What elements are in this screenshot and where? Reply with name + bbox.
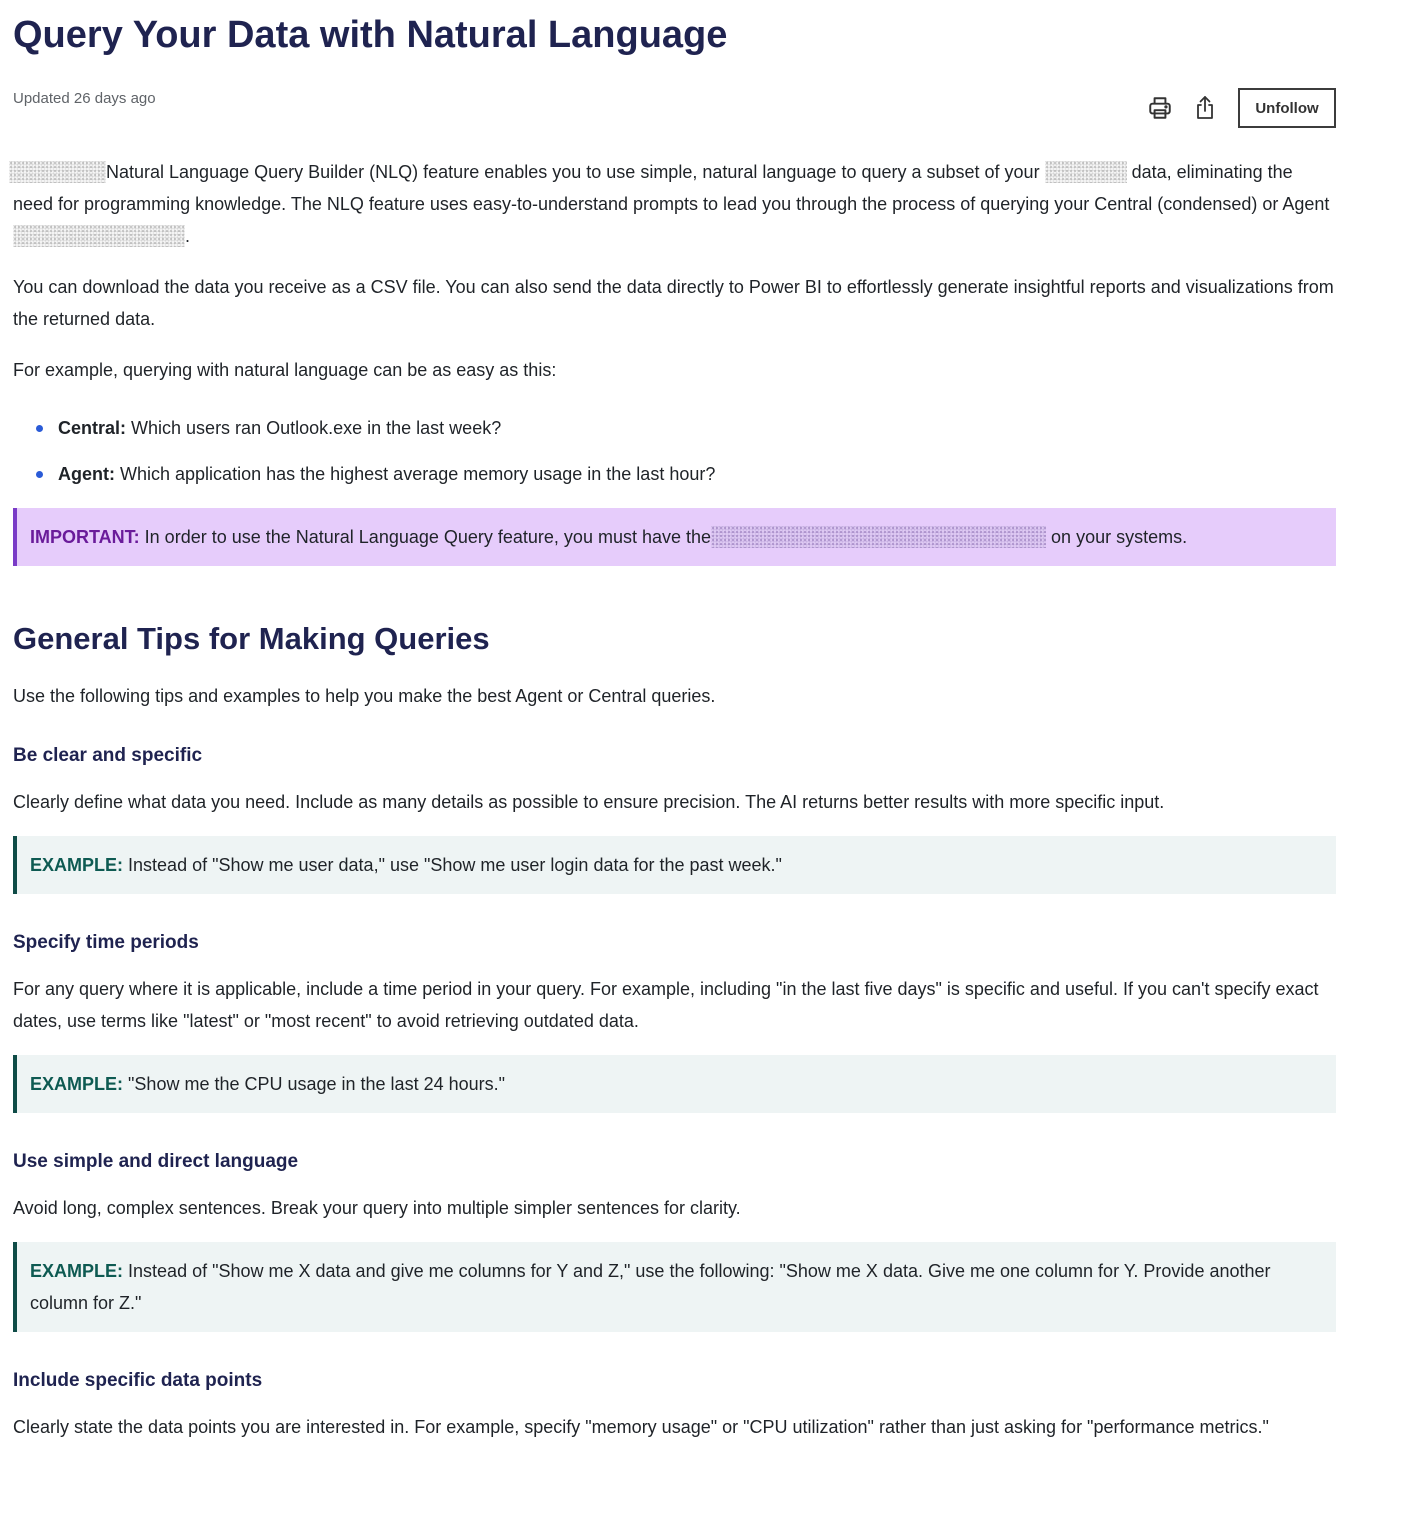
article-body (13, 154, 1336, 1443)
example-label: EXAMPLE: (30, 1261, 124, 1281)
example-callout: EXAMPLE: Instead of "Show me X data and give me columns for Y and Z," use the following: "Show me X data. Give me one column for Y. Provide another column for Z." (13, 1242, 1336, 1332)
redacted-text (9, 161, 106, 183)
example-callout: EXAMPLE: Instead of "Show me user data," use "Show me user login data for the past week." (13, 836, 1336, 894)
page-title: Query Your Data with Natural Language (13, 14, 728, 56)
article-actions (1142, 88, 1336, 128)
updated-timestamp: Updated 26 days ago (13, 90, 156, 107)
bullet-icon (36, 425, 43, 432)
redacted-text (711, 526, 1046, 548)
example-label: EXAMPLE: (30, 855, 124, 875)
redacted-text (13, 225, 185, 247)
tip-body: Clearly state the data points you are interested in. For example, specify "memory usage" or "CPU utilization" rather than just asking for "performance metrics." (13, 1417, 1269, 1437)
example-list (13, 412, 1336, 490)
intro-paragraph: Natural Language Query Builder (NLQ) feature enables you to use simple, natural language to query a subset of your data, eliminating the need for programming knowledge. The NLQ feature uses easy-to-understand prompts to lead you through the process of querying your Central (condensed) or Agent . (13, 156, 1336, 252)
tip-heading: Specify time periods (13, 932, 199, 953)
share-button[interactable] (1187, 90, 1223, 126)
bullet-icon (36, 471, 43, 478)
tip-body: Avoid long, complex sentences. Break your query into multiple simpler sentences for clarity. (13, 1198, 741, 1218)
example-label: EXAMPLE: (30, 1074, 124, 1094)
section-heading: General Tips for Making Queries (13, 621, 490, 656)
redacted-text (1045, 161, 1127, 183)
unfollow-button[interactable]: Unfollow (1238, 88, 1336, 128)
tip-heading: Include specific data points (13, 1370, 263, 1391)
share-icon (1193, 95, 1217, 121)
print-button[interactable] (1142, 90, 1178, 126)
example-callout: EXAMPLE: "Show me the CPU usage in the last 24 hours." (13, 1055, 1336, 1113)
list-item: Central: Which users ran Outlook.exe in the last week? (13, 412, 1336, 444)
csv-paragraph: You can download the data you receive as a CSV file. You can also send the data directly to Power BI to effortlessly generate insightful reports and visualizations from the returned data. (13, 277, 1334, 329)
section-intro: Use the following tips and examples to help you make the best Agent or Central queries. (13, 686, 716, 706)
printer-icon (1147, 95, 1173, 121)
important-callout: IMPORTANT: In order to use the Natural Language Query feature, you must have the on your systems. (13, 508, 1336, 566)
important-label: IMPORTANT: (30, 527, 140, 547)
example-intro-paragraph: For example, querying with natural language can be as easy as this: (13, 360, 557, 380)
tip-body: Clearly define what data you need. Include as many details as possible to ensure precision. The AI returns better results with more specific input. (13, 792, 1165, 812)
tip-heading: Be clear and specific (13, 745, 203, 766)
tip-body: For any query where it is applicable, include a time period in your query. For example, including "in the last five days" is specific and useful. If you can't specify exact dates, use terms like "latest" or "most recent" to avoid retrieving outdated data. (13, 979, 1319, 1031)
tip-heading: Use simple and direct language (13, 1151, 299, 1172)
list-item: Agent: Which application has the highest average memory usage in the last hour? (13, 458, 1336, 490)
